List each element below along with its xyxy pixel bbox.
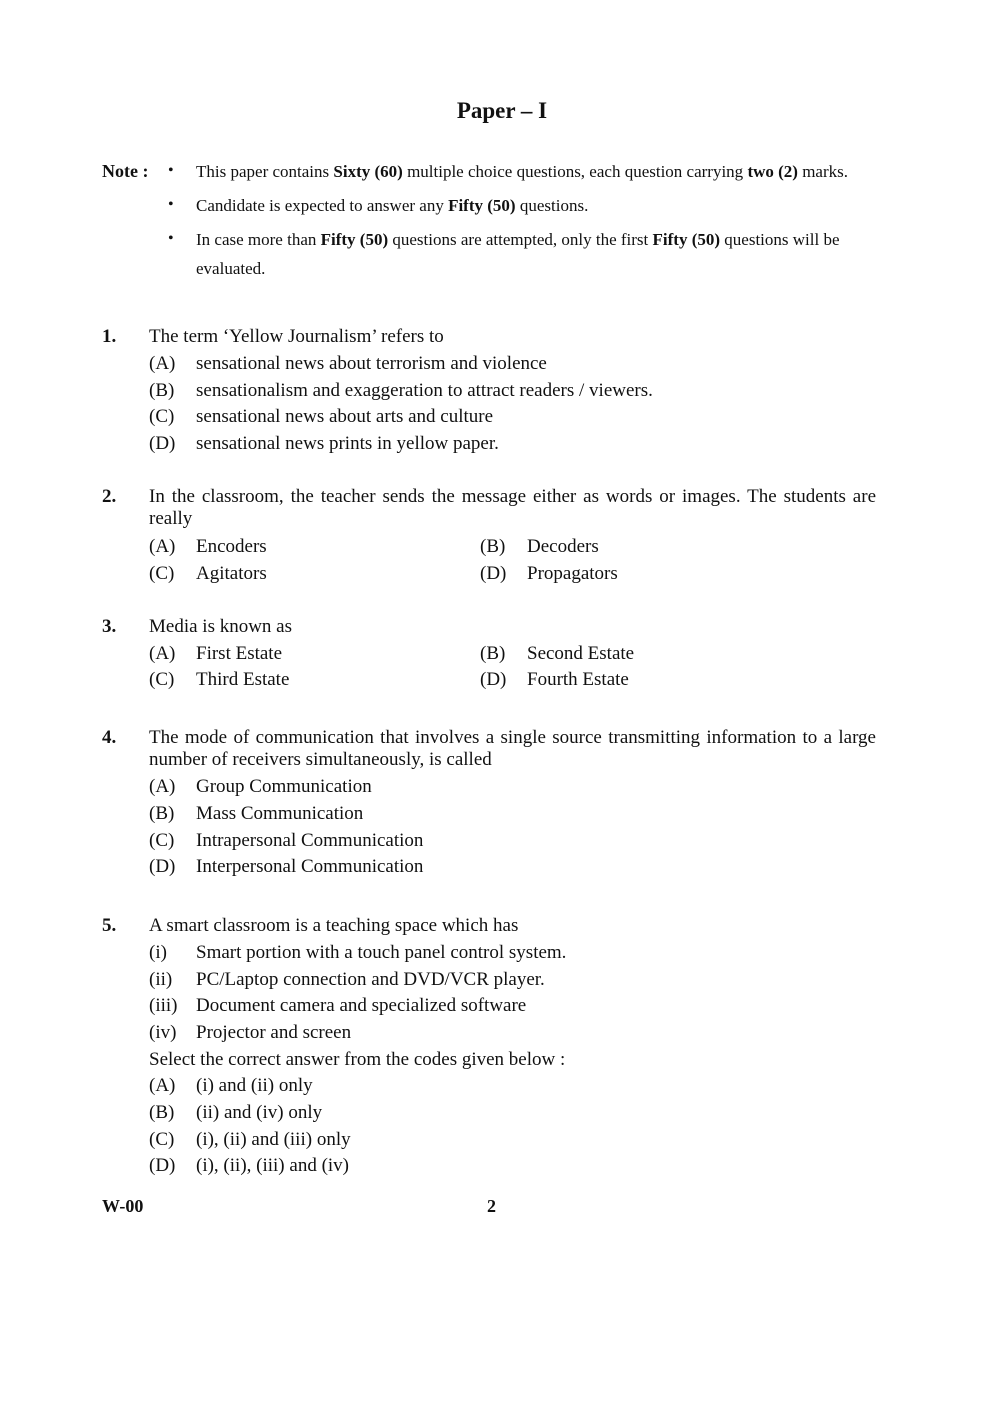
option-label: (A) [149,776,176,797]
note-emphasis: Fifty (50) [320,230,389,249]
note-text: Candidate is expected to answer any [196,196,449,215]
note-emphasis: two (2) [747,162,798,181]
option-text: Decoders [527,536,599,557]
question-text: The mode of communication that involves a single source transmitting information to a large number of receivers simultaneously, is called [149,727,876,770]
note-emphasis: Fifty (50) [652,230,721,249]
question-instruction: Select the correct answer from the codes given below : [149,1049,566,1070]
option-label: (B) [149,803,175,824]
option-text: Agitators [196,563,267,584]
option-text: Third Estate [196,669,290,690]
option-label: (D) [480,669,507,690]
note-item-2 [196,196,588,216]
note-text: questions. [515,196,589,215]
option-label: (D) [149,1155,176,1176]
option-text: (i) and (ii) only [196,1075,313,1096]
option-label: (C) [149,406,175,427]
note-text: questions will be [720,230,840,249]
note-text: marks. [797,162,848,181]
note-item-3-continued: evaluated. [196,259,266,278]
option-text: First Estate [196,643,283,664]
option-text: Mass Communication [196,803,364,824]
note-text: multiple choice questions, each question carrying [402,162,748,181]
option-label: (A) [149,643,176,664]
option-text: sensational news about terrorism and violence [196,353,547,374]
option-text: Propagators [527,563,618,584]
option-text: (i), (ii), (iii) and (iv) [196,1155,350,1176]
option-text: sensational news prints in yellow paper. [196,433,499,454]
option-label: (B) [149,380,175,401]
option-label: (C) [149,669,175,690]
note-item-3 [196,230,840,250]
question-text: A smart classroom is a teaching space which has [149,915,519,936]
option-label: (B) [149,1102,175,1123]
note-text: This paper contains [196,162,334,181]
option-text: Second Estate [527,643,635,664]
note-text: questions are attempted, only the first [388,230,653,249]
option-text: (i), (ii) and (iii) only [196,1129,351,1150]
page-title: Paper – I [456,98,548,123]
bullet-icon: • [168,230,174,247]
option-label: (B) [480,643,506,664]
item-label: (iv) [149,1022,177,1043]
item-text: PC/Laptop connection and DVD/VCR player. [196,969,545,990]
option-label: (D) [149,856,176,877]
option-text: (ii) and (iv) only [196,1102,323,1123]
question-text: The term ‘Yellow Journalism’ refers to [149,326,444,347]
option-text: Interpersonal Communication [196,856,424,877]
item-label: (ii) [149,969,173,990]
option-label: (D) [149,433,176,454]
item-text: Projector and screen [196,1022,352,1043]
option-label: (C) [149,830,175,851]
note-emphasis: Sixty (60) [333,162,403,181]
note-label: Note : [102,161,149,181]
option-text: Group Communication [196,776,372,797]
option-label: (C) [149,1129,175,1150]
option-label: (D) [480,563,507,584]
question-number: 1. [102,326,117,347]
paper-code: W-00 [102,1196,144,1216]
option-label: (A) [149,1075,176,1096]
note-emphasis: Fifty (50) [448,196,516,215]
bullet-icon: • [168,196,174,213]
option-label: (C) [149,563,175,584]
page-number: 2 [487,1196,496,1216]
option-text: sensational news about arts and culture [196,406,494,427]
item-text: Smart portion with a touch panel control system. [196,942,567,963]
option-text: Fourth Estate [527,669,629,690]
question-number: 2. [102,486,117,507]
item-label: (i) [149,942,167,963]
note-item-1 [196,162,848,182]
option-label: (B) [480,536,506,557]
option-text: sensationalism and exaggeration to attract readers / viewers. [196,380,653,401]
question-number: 3. [102,616,117,637]
item-text: Document camera and specialized software [196,995,527,1016]
option-label: (A) [149,536,176,557]
option-text: Encoders [196,536,267,557]
question-number: 4. [102,727,117,748]
question-number: 5. [102,915,117,936]
bullet-icon: • [168,162,174,179]
question-text: Media is known as [149,616,293,637]
note-text: In case more than [196,230,321,249]
question-text: In the classroom, the teacher sends the message either as words or images. The students are really [149,486,876,529]
option-text: Intrapersonal Communication [196,830,424,851]
item-label: (iii) [149,995,178,1016]
option-label: (A) [149,353,176,374]
